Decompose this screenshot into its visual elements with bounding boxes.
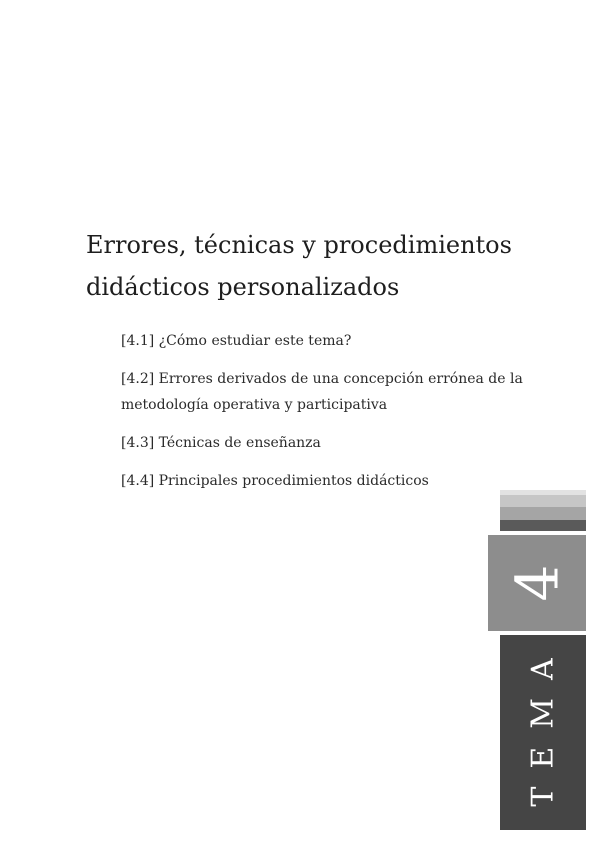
tab-stripe-4	[500, 520, 586, 531]
title-line-2: didácticos personalizados	[86, 273, 400, 301]
tab-stripe-2	[500, 495, 586, 507]
toc-item-4-2: [4.2] Errores derivados de una concepción errónea de la metodología operativa y participativa	[121, 371, 523, 413]
toc-item-4-1: [4.1] ¿Cómo estudiar este tema?	[121, 333, 352, 349]
table-of-contents	[121, 328, 541, 506]
chapter-label: TEMA	[525, 640, 561, 807]
chapter-label-box	[500, 635, 586, 830]
chapter-number-box	[488, 535, 586, 631]
tab-stripe-3	[500, 507, 586, 520]
chapter-tab	[488, 490, 586, 830]
chapter-number: 4	[503, 564, 571, 602]
toc-item-4-4: [4.4] Principales procedimientos didácticos	[121, 473, 429, 489]
title-line-1: Errores, técnicas y procedimientos	[86, 231, 512, 259]
page-title	[86, 224, 546, 308]
toc-item-4-3: [4.3] Técnicas de enseñanza	[121, 435, 321, 451]
